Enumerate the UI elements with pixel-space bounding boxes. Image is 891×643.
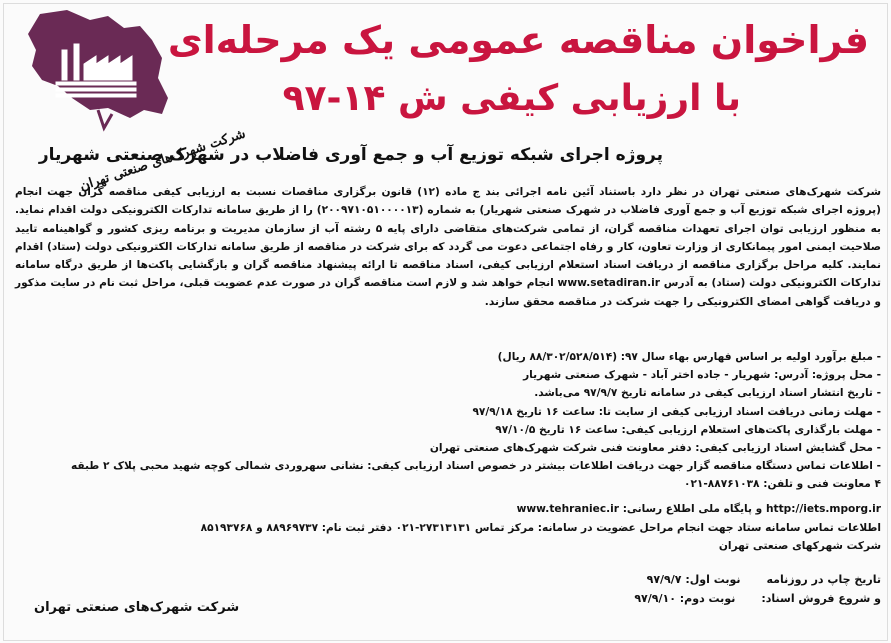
detail-opening-place: - محل گشایش اسناد ارزیابی کیفی: دفتر معاونت فنی شرکت شهرک‌های صنعتی تهران [429, 442, 881, 455]
detail-download-deadline: - مهلت زمانی دریافت اسناد ارزیابی کیفی از سایت تا: ساعت ۱۶ تاریخ ۹۷/۹/۱۸ [472, 405, 881, 418]
signature: شرکت شهرک‌های صنعتی تهران [34, 600, 240, 615]
company-line: شرکت شهرکهای صنعتی تهران [718, 540, 881, 552]
sale-start-label: و شروع فروش اسناد: [761, 591, 881, 605]
body-paragraph: شرکت شهرک‌های صنعتی تهران در نظر دارد باستناد آئین نامه اجرائی بند ج ماده (۱۲) قانون برگزاری مناقصات نسبت به ارزیابی کیفی مناقصه گران جهت انجام (پروژه اجرای شبکه توزیع آب و جمع آوری فاضلاب در شهرک صنعتی شهریار) به شماره (۲۰۰۹۷۱۰۵۱۰۰۰۰۱۳) را از طریق سامانه تدارکات الکترونیکی دولت اقدام نماید. به منظور ارزیابی توان اجرای تعهدات مناقصه گران، از تمامی شرکت‌های متقاضی دارای پایه ۵ رشته آب از سازمان مدیریت و برنامه ریزی کشور و گواهینامه تایید صلاحیت ایمنی امور پیمانکاری از وزارت تعاون، کار و رفاه اجتماعی دعوت می گردد که برای شرکت در مناقصه از طریق سامانه تدارکات الکترونیکی دولت (ستاد) اقدام نمایند. کلیه مراحل برگزاری مناقصه از دریافت اسناد استعلام ارزیابی کیفی، اسناد مناقصه تا ارائه پیشنهاد مناقصه گران و بازگشایی پاکت‌ها از طریق درگاه سامانه تدارکات الکترونیکی دولت (ستاد) به آدرس www.setadiran.ir انجام خواهد شد و لازم است مناقصه گران در صورت عدم عضویت قبلی، مراحل ثبت نام در سایت مذکور و دریافت گواهی امضای الکترونیکی را جهت شرکت در مناقصه محقق سازند. [15, 186, 881, 308]
project-subtitle: پروژه اجرای شبکه توزیع آب و جمع آوری فاضلاب در شهرک صنعتی شهریار [38, 145, 663, 165]
second-turn-date: نوبت دوم: ۹۷/۹/۱۰ [634, 591, 736, 605]
setad-contact-line: اطلاعات تماس سامانه ستاد جهت انجام مراحل عضویت در سامانه: مرکز تماس ۲۷۳۱۳۱۳۱-۰۲۱ دفتر ثبت نام: ۸۸۹۶۹۷۳۷ و ۸۵۱۹۳۷۶۸ [200, 521, 881, 534]
detail-location: - محل پروژه: آدرس: شهریار - جاده اختر آباد - شهرک صنعتی شهریار [523, 369, 881, 382]
detail-estimate: - مبلغ برآورد اولیه بر اساس فهارس بهاء سال ۹۷: (۸۸/۳۰۲/۵۲۸/۵۱۴ ریال) [497, 351, 881, 363]
detail-publish-date: - تاریخ انتشار اسناد ارزیابی کیفی در سامانه تاریخ ۹۷/۹/۷ می‌باشد. [534, 387, 881, 400]
notice-number: با ارزیابی کیفی ش ۱۴-۹۷ [282, 78, 741, 119]
details-list [15, 348, 881, 494]
notice-title: فراخوان مناقصه عمومی یک مرحله‌ای [167, 18, 869, 62]
publication-dates [634, 571, 881, 608]
detail-upload-deadline: - مهلت بارگذاری پاکت‌های استعلام ارزیابی کیفی: ساعت ۱۶ تاریخ ۹۷/۱۰/۵ [495, 423, 881, 436]
notice-body [15, 183, 881, 311]
footer-info [15, 500, 881, 556]
detail-contact-info: - اطلاعات تماس دستگاه مناقصه گزار جهت دریافت اطلاعات بیشتر در خصوص اسناد ارزیابی کیفی: نشانی سهروردی شمالی کوچه شهید محبی پلاک ۲ طبقه [70, 460, 881, 473]
website-line: http://iets.mporg.ir و پایگاه ملی اطلاع رسانی: www.tehraniec.ir [516, 503, 881, 515]
first-turn-date: نوبت اول: ۹۷/۹/۷ [646, 573, 741, 586]
detail-phone: ۴ معاونت فنی و تلفن: ۸۸۷۶۱۰۳۸-۰۲۱ [683, 478, 881, 491]
logo-caption: شرکت شهرک‌های صنعتی تهران [78, 126, 248, 195]
print-date-label: تاریخ چاپ در روزنامه [766, 573, 881, 586]
